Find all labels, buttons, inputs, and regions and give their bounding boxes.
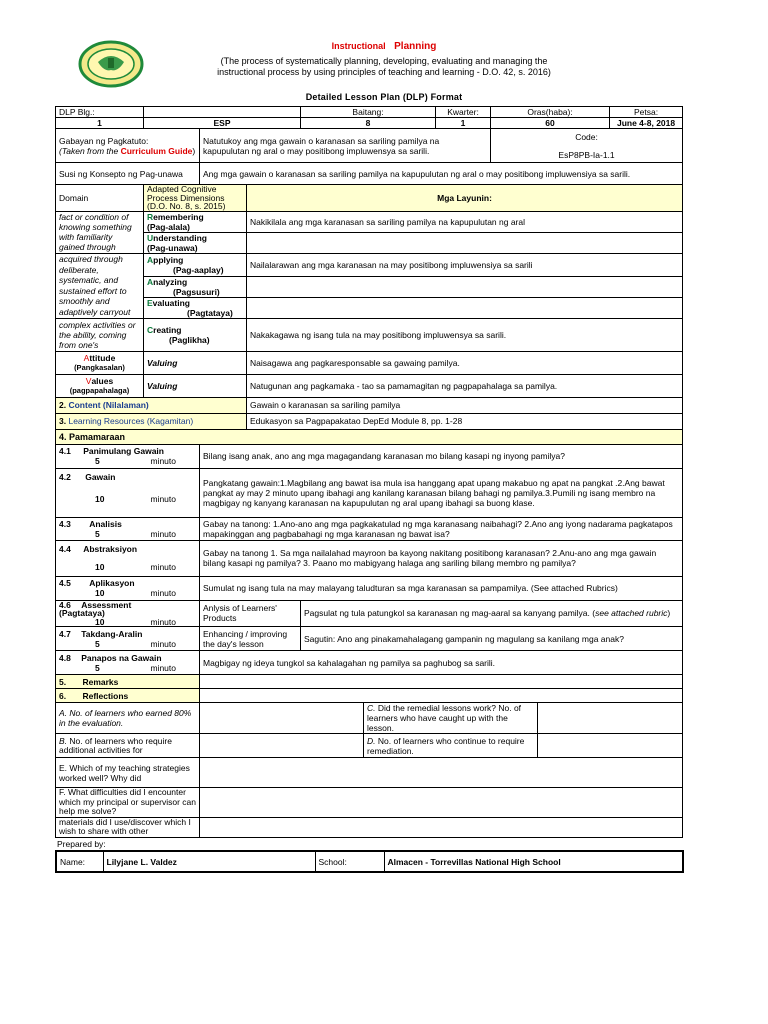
description-line-2: instructional process by using principles of teaching and learning - D.O. 42, s. 2016) [217,67,551,77]
reflect-d [364,734,538,758]
procedure-time [59,529,196,539]
gabayan-label-cell [56,129,200,163]
remembering-sub: (Pag-alala) [147,221,190,232]
reflect-c-text: Did the remedial lessons work? No. of learners who have caught up with the lesson. [367,703,522,733]
reflect-b-letter: B. [59,735,68,746]
cognitive-row [56,232,683,253]
closing-label-cell [56,651,200,675]
adapted-cognitive-label: Adapted Cognitive Process Dimensions (D.O. No. 8, s. 2015) [144,185,247,212]
objective-analyzing [247,276,683,297]
remembering-rest: emembering [153,211,204,222]
procedure-mins: 5 [95,528,100,539]
pamamaraan-label: 4. Pamamaraan [56,429,683,444]
closing-name: Panapos na Gawain [81,652,162,663]
curriculum-text: Curriculum [120,145,166,156]
title-planning: Planning [394,41,437,52]
pamamaraan-row [56,429,683,444]
assessment-text [301,600,683,627]
objective-applying: Nailalarawan ang mga karanasan na may positibong impluwensiya sa sarili [247,253,683,276]
assessment-mins: 10 [95,616,105,627]
guide-text: Guide [168,145,193,156]
prepared-by-row [56,851,683,872]
oras-label: Oras(haba): [491,107,610,118]
procedure-4-3-text: Gabay na tanong: 1.Ano-ano ang mga pagkakatulad ng mga karanasang naibahagi? 2.Ano ang iyong nadarama pagkatapos mapakinggan ang pagbabahagi ng mga karanasan ng bawat isa? [200,517,683,540]
name-value: Lilyjane L. Valdez [103,851,315,872]
planning-description [0,56,768,78]
assessment-sub: (Pagtataya) [59,608,105,618]
affective-row [56,351,683,374]
dlp-label: DLP Blg.: [56,107,144,118]
objective-values: Natugunan ang pagkamaka - tao sa pamamagitan ng pagpapahalaga sa pamilya. [247,374,683,397]
applying-sub: (Pag-aaplay) [173,264,224,275]
applying-rest: pplying [153,254,184,265]
reflections-label: Reflections [82,690,129,701]
gabayan-row [56,129,683,163]
objective-attitude: Naisagawa ang pagkaresponsable sa gawaing pamilya. [247,351,683,374]
prepared-by-label: Prepared by: [57,839,106,849]
dlp-value: 1 [56,118,144,129]
document-title: Detailed Lesson Plan (DLP) Format [305,92,463,102]
resources-label-cell [56,413,247,429]
reflections-label-cell [56,689,200,703]
oras-value: 60 [491,118,610,129]
assignment-row [56,627,683,651]
reflect-row-ac [56,703,683,734]
remarks-label: Remarks [82,676,119,687]
analyzing-rest: nalyzing [153,276,188,287]
assignment-name: Takdang-Aralin [81,628,143,639]
values-level: Valuing [144,374,247,397]
procedure-4-4-label [56,540,200,576]
assessment-time [59,618,196,627]
name-label: Name: [56,851,103,872]
attitude-rest: ttitude [89,352,116,363]
reflect-c-letter: C. [367,703,376,713]
reflect-g-answer [200,817,683,837]
applying-initial: A [147,254,154,265]
values-initial: V [85,375,92,386]
remembering-initial: R [147,211,154,222]
procedure-4-3-label [56,517,200,540]
skills-description: acquired through deliberate, systematic, and sustained effort to smoothly and adaptively carryout [56,253,144,318]
procedure-4-2-label [56,468,200,517]
remarks-value [200,675,683,689]
procedure-name: Aplikasyon [89,578,135,588]
description-line-1: (The process of systematically planning, developing, evaluating and managing the [220,56,548,66]
reflect-b-text: No. of learners who require additional activities for [59,735,172,755]
assessment-row [56,600,683,627]
code-label: Code: [575,131,598,142]
reflect-a-letter: A. [59,708,68,718]
reflections-value [200,689,683,703]
cognitive-row [56,211,683,232]
assignment-time [59,639,196,649]
procedure-num: 4.4 [59,544,71,554]
procedure-row [56,517,683,540]
understanding-sub: (Pag-unawa) [147,242,198,253]
creating-sub: (Paglikha) [169,334,210,345]
reflect-d-text: No. of learners who continue to require remediation. [367,735,525,756]
cognitive-applying [144,253,247,276]
paren-close: ) [192,145,196,156]
content-value: Gawain o karanasan sa sariling pamilya [247,397,683,413]
code-value: EsP8PB-Ia-1.1 [558,149,615,160]
reflect-e: E. Which of my teaching strategies worked well? Why did [56,758,200,788]
remarks-row [56,675,683,689]
closing-num: 4.8 [59,652,71,663]
knowledge-description: fact or condition of knowing something with familiarity gained through [56,211,144,253]
resources-num: 3. [59,416,67,426]
procedure-time [59,588,196,598]
content-row [56,397,683,413]
reflect-c-answer [538,703,683,734]
domain-header-row [56,185,683,212]
reflections-num: 6. [59,690,67,701]
subject-label [144,107,301,118]
reflect-f-answer [200,788,683,818]
procedure-unit: minuto [150,588,176,598]
dlp-table [55,106,683,838]
petsa-label: Petsa: [610,107,683,118]
assignment-type: Enhancing / improving the day's lesson [200,627,301,651]
procedure-mins: 10 [95,562,105,572]
reflect-b-answer [200,734,364,758]
values-rest: alues [91,375,114,386]
procedure-name: Panimulang Gawain [83,446,164,456]
reflect-b [56,734,200,758]
understanding-rest: nderstanding [153,232,207,243]
assessment-text-a: Pagsulat ng tula patungkol sa karanasan ng mag-aaral sa kanyang pamilya. ( [304,608,596,619]
reflect-a [56,703,200,734]
attitude-initial: A [83,352,90,363]
reflect-f: F. What difficulties did I encounter which my principal or supervisor can help me solve? [56,788,200,818]
procedure-row [56,540,683,576]
title-instructional: Instructional [331,41,386,51]
cognitive-row [56,253,683,276]
info-value-row [56,118,683,129]
procedure-time [59,456,196,466]
assessment-num: 4.6 [59,600,71,610]
assignment-label-cell [56,627,200,651]
cognitive-row [56,297,683,318]
assessment-name: Assessment [81,600,132,610]
assessment-text-c: ) [667,608,671,619]
closing-unit: minuto [150,662,176,673]
susi-row [56,163,683,185]
assignment-num: 4.7 [59,628,71,639]
petsa-value: June 4-8, 2018 [610,118,683,129]
content-label-cell [56,397,247,413]
closing-row [56,651,683,675]
instructional-planning-title [0,41,768,52]
procedure-row [56,444,683,468]
procedure-4-4-text: Gabay na tanong 1. Sa mga nailalahad mayroon ba kayong nakitang positibong karanasan? 2.Anu-ano ang mga gawain bilang kasapi ng pamilya? 3. Paano mo mabigyang halaga ang sariling bilang membro ng pamilya? [200,540,683,576]
understanding-initial: U [147,232,154,243]
objective-creating: Nakakagawa ng isang tula na may positibong impluwensya sa sarili. [247,318,683,351]
cognitive-creating [144,318,247,351]
procedure-num: 4.3 [59,518,71,529]
prepared-by-table [55,850,684,873]
procedure-unit: minuto [150,493,176,504]
procedure-time [59,494,196,504]
cognitive-row [56,318,683,351]
gabayan-label: Gabayan ng Pagkatuto: [59,135,149,146]
cognitive-understanding [144,232,247,253]
affective-values [56,374,144,397]
procedure-4-1-label [56,444,200,468]
reflect-row-g [56,817,683,837]
procedure-num: 4.2 [59,471,71,482]
kwarter-label: Kwarter: [436,107,491,118]
complex-description: complex activities or the ability, coming from one's [56,318,144,351]
kwarter-value: 1 [436,118,491,129]
content-label: Content (Nilalaman) [68,400,149,410]
procedure-num: 4.1 [59,446,71,456]
reflect-row-f [56,788,683,818]
remarks-label-cell [56,675,200,689]
assignment-unit: minuto [150,638,176,649]
procedure-unit: minuto [150,562,176,572]
baitang-label: Baitang: [301,107,436,118]
info-label-row [56,107,683,118]
subject-value: ESP [144,118,301,129]
creating-rest: reating [153,324,182,335]
analyzing-initial: A [147,276,154,287]
assessment-unit: minuto [150,616,176,627]
school-value: Almacen - Torrevillas National High School [384,851,683,872]
cognitive-remembering [144,211,247,232]
objective-evaluating [247,297,683,318]
susi-text: Ang mga gawain o karanasan sa sariling pamilya na kapupulutan ng aral o may positibong impluwensiya sa sarili. [200,163,683,185]
assignment-mins: 5 [95,638,100,649]
mga-layunin-label: Mga Layunin: [247,185,683,212]
closing-time [59,663,196,673]
affective-attitude [56,351,144,374]
school-label: School: [315,851,384,872]
procedure-mins: 5 [95,456,100,466]
assessment-text-b: see attached rubric [595,608,668,619]
cognitive-evaluating [144,297,247,318]
procedure-name: Analisis [89,518,122,529]
procedure-4-5-label [56,576,200,600]
procedure-mins: 10 [95,493,105,504]
closing-mins: 5 [95,662,100,673]
procedure-name: Abstraksiyon [83,544,138,554]
procedure-mins: 10 [95,588,105,598]
creating-initial: C [147,324,154,335]
reflect-a-text: No. of learners who earned 80% in the evaluation. [59,708,192,728]
procedure-4-2-text: Pangkatang gawain:1.Magbilang ang bawat isa mula isa hanggang apat upang makabuo ng apat na pangkat .2.Ang bawat pangkat ay may 2 minuto upang ibahagi ang kanilang karanasan bilang bahagi ng pamilya.3.Pumili ng isang membro na magbigay ng kanyang karanasan na kapupulutan ng aral upang ibahagi sa buong klase. [200,468,683,517]
cognitive-row [56,276,683,297]
reflect-row-bd [56,734,683,758]
cognitive-analyzing [144,276,247,297]
resources-label: Learning Resources (Kagamitan) [68,416,194,426]
remarks-num: 5. [59,676,67,687]
attitude-sub: (Pangkasalan) [74,362,125,372]
baitang-value: 8 [301,118,436,129]
attitude-level: Valuing [144,351,247,374]
taken-from-text: (Taken from the [59,145,121,156]
assessment-type: Anlysis of Learners' Products [200,600,301,627]
objective-understanding [247,232,683,253]
domain-label: Domain [56,185,144,212]
procedure-time [59,562,196,572]
gabayan-text: Natutukoy ang mga gawain o karanasan sa sariling pamilya na kapupulutan ng aral o may positibong impluwensya sa sarili. [200,129,491,163]
reflect-g: materials did I use/discover which I wish to share with other [56,817,200,837]
assignment-text: Sagutin: Ano ang pinakamahalagang gampanin ng magulang sa kanilang mga anak? [301,627,683,651]
reflect-row-e [56,758,683,788]
procedure-row [56,576,683,600]
reflect-d-letter: D. [367,735,376,746]
objective-remembering: Nakikilala ang mga karanasan sa sariling pamilya na kapupulutan ng aral [247,211,683,232]
susi-label: Susi ng Konsepto ng Pag-unawa [56,163,200,185]
procedure-4-5-text: Sumulat ng isang tula na may malayang taludturan sa mga karanasan sa pampamilya. (See attached Rubrics) [200,576,683,600]
closing-text: Magbigay ng ideya tungkol sa kahalagahan ng pamilya sa paghubog sa sarili. [200,651,683,675]
affective-row [56,374,683,397]
procedure-num: 4.5 [59,578,71,588]
values-sub: (pagpapahalaga) [69,385,130,395]
analyzing-sub: (Pagsusuri) [173,286,220,297]
content-num: 2. [59,400,67,410]
procedure-name: Gawain [85,471,116,482]
evaluating-rest: valuating [152,297,190,308]
procedure-unit: minuto [150,456,176,466]
reflect-c [364,703,538,734]
resources-value: Edukasyon sa Pagpapakatao DepEd Module 8, pp. 1-28 [247,413,683,429]
reflect-d-answer [538,734,683,758]
assessment-label-cell [56,600,200,627]
procedure-unit: minuto [150,528,176,539]
evaluating-sub: (Pagtataya) [187,307,233,318]
reflections-row [56,689,683,703]
reflect-a-answer [200,703,364,734]
code-cell [491,129,683,163]
procedure-4-1-text: Bilang isang anak, ano ang mga magagandang karanasan mo bilang kasapi ng inyong pamilya? [200,444,683,468]
resources-row [56,413,683,429]
evaluating-initial: E [147,297,153,308]
reflect-e-answer [200,758,683,788]
procedure-row [56,468,683,517]
